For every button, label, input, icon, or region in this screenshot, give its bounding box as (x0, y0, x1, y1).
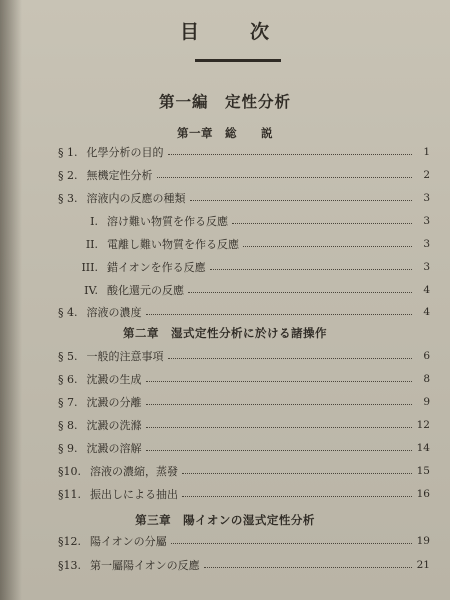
section-number: § 7. (58, 395, 78, 409)
section-number: § 1. (58, 145, 78, 159)
chapter-title: 第二章 湿式定性分析に於ける諸操作 (123, 326, 327, 340)
dot-leader (190, 192, 413, 201)
section-number: §12. (58, 534, 81, 548)
toc-entry (58, 347, 430, 365)
entry-title: 溶け難い物質を作る反應 (107, 215, 228, 228)
toc-entry (58, 439, 430, 457)
entry-title: 第一屬陽イオンの反應 (90, 559, 200, 572)
toc-entry (58, 166, 430, 184)
section-number: §11. (58, 487, 81, 501)
subsection-number: IV. (84, 283, 98, 297)
toc-entry (58, 556, 430, 574)
toc-entry (58, 303, 430, 321)
toc-subentry (58, 212, 430, 230)
section-number: § 4. (58, 305, 78, 319)
entry-title: 溶液内の反應の種類 (86, 192, 186, 205)
toc-entry (58, 393, 430, 411)
dot-leader (243, 238, 412, 247)
heading-char-left: 目 (179, 21, 200, 43)
dot-leader (146, 442, 413, 451)
dot-leader (182, 488, 412, 497)
dot-leader (146, 373, 413, 382)
dot-leader (168, 350, 413, 359)
toc-entry (58, 462, 430, 480)
subsection-number: I. (90, 214, 98, 228)
page-number: 16 (416, 488, 430, 500)
toc-subentry (58, 258, 430, 276)
entry-title: 沈澱の洗滌 (86, 419, 142, 432)
entry-title: 陽イオンの分屬 (90, 535, 167, 548)
section-number: § 6. (58, 372, 78, 386)
dot-leader (204, 559, 412, 568)
toc-subentry (58, 235, 430, 253)
dot-leader (146, 419, 413, 428)
section-number: § 3. (58, 191, 78, 205)
dot-leader (146, 396, 413, 405)
toc-entry (58, 370, 430, 388)
dot-leader (146, 306, 413, 315)
page-number: 8 (423, 373, 430, 385)
dot-leader (157, 169, 413, 178)
entry-title: 無機定性分析 (86, 169, 153, 182)
chapter-title: 第三章 陽イオンの湿式定性分析 (135, 513, 315, 527)
page-number: 21 (416, 559, 430, 571)
page-number: 3 (423, 192, 430, 204)
toc-subentry (58, 281, 430, 299)
dot-leader (171, 535, 412, 544)
subsection-number: III. (81, 260, 98, 274)
part-title: 第一編 定性分析 (158, 92, 291, 111)
section-number: §10. (58, 464, 81, 478)
entry-title: 化學分析の目的 (86, 146, 164, 159)
section-number: §13. (58, 558, 81, 572)
entry-title: 沈澱の分離 (86, 396, 142, 409)
dot-leader (188, 284, 412, 293)
entry-title: 錯イオンを作る反應 (107, 261, 206, 274)
page-number: 12 (416, 419, 430, 431)
page-number: 4 (423, 306, 430, 318)
page-number: 6 (423, 350, 430, 362)
heading-char-right: 次 (250, 21, 271, 43)
entry-title: 溶液の濃度 (86, 306, 142, 319)
dot-leader (168, 146, 413, 155)
page-number: 3 (423, 238, 430, 250)
heading-rule (195, 59, 281, 62)
toc-entry (58, 532, 430, 550)
dot-leader (210, 261, 412, 270)
entry-title: 沈澱の生成 (86, 373, 142, 386)
section-number: § 2. (58, 168, 78, 182)
section-number: § 9. (58, 441, 78, 455)
toc-entry (58, 189, 430, 207)
entry-title: 一般的注意事項 (86, 350, 164, 363)
page-number: 4 (423, 284, 430, 296)
page-number: 9 (423, 396, 430, 408)
page-number: 19 (416, 535, 430, 547)
entry-title: 酸化還元の反應 (107, 284, 184, 297)
entry-title: 溶液の濃縮，蒸發 (90, 465, 178, 478)
page-number: 1 (423, 146, 430, 158)
page-number: 14 (416, 442, 430, 454)
page-number: 2 (423, 169, 430, 181)
toc-entry (58, 416, 430, 434)
toc-entry (58, 143, 430, 161)
section-number: § 8. (58, 418, 78, 432)
page-number: 3 (423, 261, 430, 273)
dot-leader (182, 465, 412, 474)
page-number: 3 (423, 215, 430, 227)
entry-title: 電離し難い物質を作る反應 (107, 238, 239, 251)
toc-heading (0, 17, 450, 44)
page-number: 15 (416, 465, 430, 477)
section-number: § 5. (58, 349, 78, 363)
dot-leader (232, 215, 412, 224)
entry-title: 振出しによる抽出 (90, 488, 178, 501)
subsection-number: II. (85, 237, 98, 251)
toc-entry (58, 485, 430, 503)
entry-title: 沈澱の溶解 (86, 442, 142, 455)
chapter-title: 第一章 総 説 (177, 126, 273, 140)
